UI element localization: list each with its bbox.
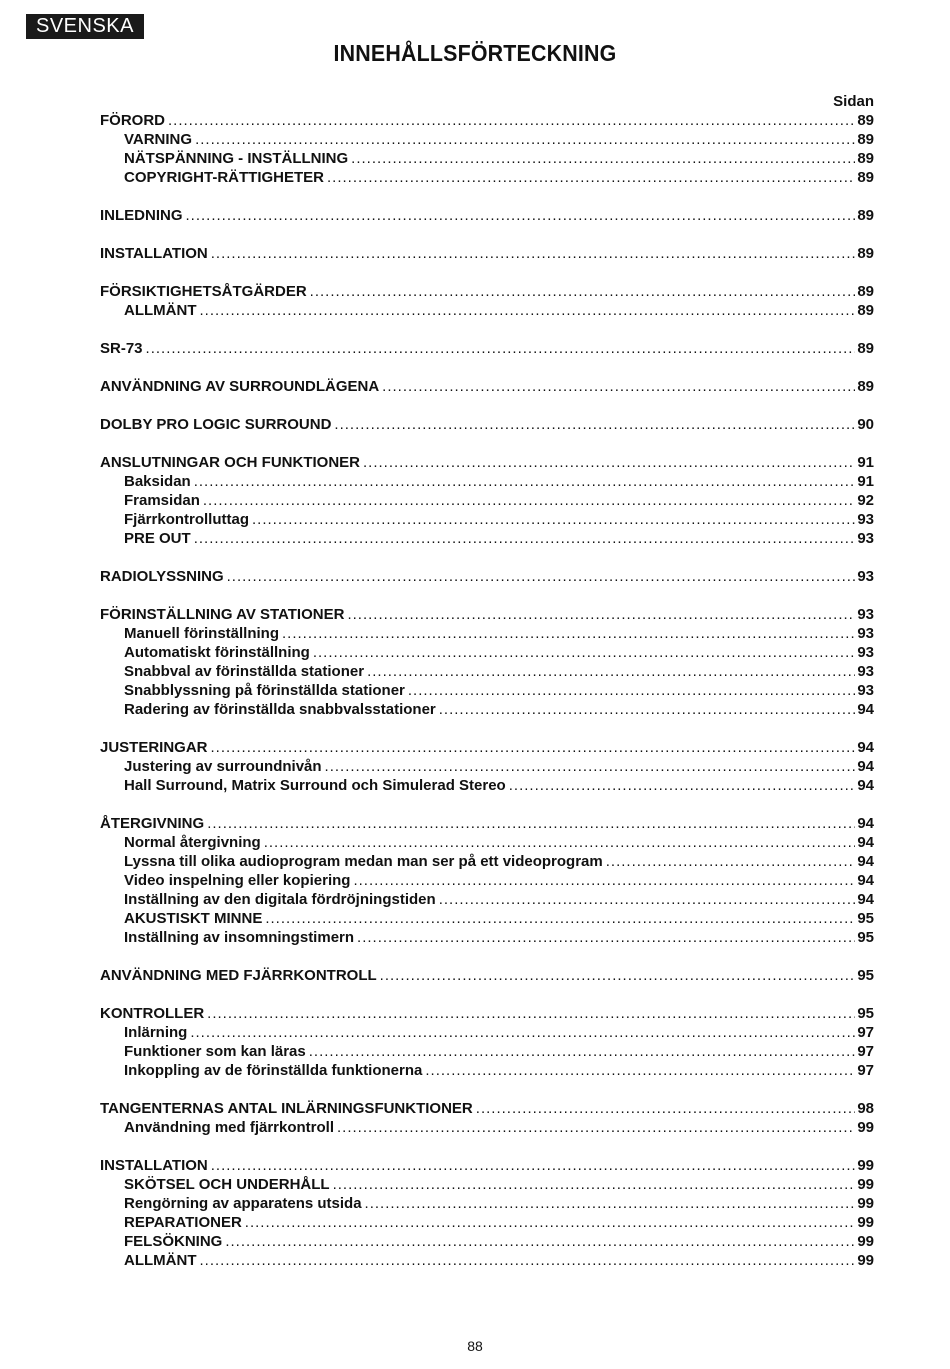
dot-leader (252, 510, 855, 529)
toc-subentry (100, 1023, 874, 1042)
toc-entry-title: Användning med fjärrkontroll (124, 1119, 335, 1136)
toc-body (100, 111, 874, 1270)
toc-entry-page: 95 (857, 967, 874, 984)
toc-entry-title: Inkoppling av de förinställda funktionerna (124, 1062, 423, 1079)
dot-leader (363, 453, 855, 472)
dot-leader (195, 130, 855, 149)
toc-entry-title: PRE OUT (124, 530, 191, 547)
toc-entry-title: Justering av surroundnivån (124, 758, 322, 775)
toc-subentry (100, 643, 874, 662)
toc-entry-page: 94 (857, 834, 874, 851)
toc-subentry (100, 168, 874, 187)
dot-leader (168, 111, 855, 130)
toc-subentry (100, 1118, 874, 1137)
dot-leader (365, 1194, 856, 1213)
toc-entry-title: Video inspelning eller kopiering (124, 872, 351, 889)
toc-subentry (100, 1061, 874, 1080)
toc-entry-title: Framsidan (124, 492, 200, 509)
dot-leader (211, 738, 856, 757)
toc-entry-title: Radering av förinställda snabbvalsstationer (124, 701, 436, 718)
toc-entry-title: Inställning av insomningstimern (124, 929, 355, 946)
toc-entry-title: FÖRORD (100, 112, 165, 129)
toc-entry-page: 99 (857, 1157, 874, 1174)
language-tab: SVENSKA (26, 14, 144, 39)
toc-subentry (100, 852, 874, 871)
toc-entry-title: TANGENTERNAS ANTAL INLÄRNINGSFUNKTIONER (100, 1100, 473, 1117)
toc-subentry (100, 510, 874, 529)
dot-leader (146, 339, 856, 358)
toc-section (100, 966, 874, 985)
toc-entry (100, 111, 874, 130)
dot-leader (380, 966, 856, 985)
toc-section (100, 738, 874, 795)
dot-leader (186, 206, 856, 225)
dot-leader (476, 1099, 856, 1118)
toc-entry-title: NÄTSPÄNNING - INSTÄLLNING (124, 150, 349, 167)
dot-leader (382, 377, 855, 396)
dot-leader (199, 301, 855, 320)
dot-leader (264, 833, 856, 852)
dot-leader (333, 1175, 856, 1194)
dot-leader (207, 814, 855, 833)
toc-section (100, 567, 874, 586)
toc-subentry (100, 529, 874, 548)
toc-entry-title: COPYRIGHT-RÄTTIGHETER (124, 169, 325, 186)
toc-entry-title: FÖRSIKTIGHETSÅTGÄRDER (100, 283, 307, 300)
dot-leader (325, 757, 856, 776)
dot-leader (439, 890, 856, 909)
toc-entry-title: Automatiskt förinställning (124, 644, 310, 661)
toc-entry (100, 738, 874, 757)
toc-entry-title: ANVÄNDNING AV SURROUNDLÄGENA (100, 378, 380, 395)
dot-leader (282, 624, 855, 643)
dot-leader (225, 1232, 855, 1251)
toc-entry-page: 93 (857, 644, 874, 661)
toc-entry-page: 99 (857, 1176, 874, 1193)
toc-entry-page: 93 (857, 625, 874, 642)
toc-entry-title: Funktioner som kan läras (124, 1043, 306, 1060)
toc-entry-page: 89 (857, 378, 874, 395)
toc-subentry (100, 1175, 874, 1194)
dot-leader (357, 928, 855, 947)
toc-subentry (100, 776, 874, 795)
dot-leader (439, 700, 856, 719)
dot-leader (313, 643, 855, 662)
page-number: 88 (467, 1338, 483, 1354)
toc-entry-title: VARNING (124, 131, 193, 148)
toc-subentry (100, 472, 874, 491)
toc-entry (100, 339, 874, 358)
toc-entry-title: SR-73 (100, 340, 143, 357)
toc-entry (100, 1004, 874, 1023)
dot-leader (606, 852, 856, 871)
toc-entry-title: KONTROLLER (100, 1005, 205, 1022)
toc-entry-title: ÅTERGIVNING (100, 815, 205, 832)
toc-entry (100, 1099, 874, 1118)
table-of-contents (100, 92, 874, 1289)
toc-entry-page: 99 (857, 1195, 874, 1212)
toc-subentry (100, 1232, 874, 1251)
dot-leader (509, 776, 856, 795)
toc-entry-title: Inställning av den digitala fördröjningstiden (124, 891, 436, 908)
toc-entry-page: 92 (857, 492, 874, 509)
toc-entry-page: 99 (857, 1119, 874, 1136)
dot-leader (194, 529, 856, 548)
toc-entry-title: ALLMÄNT (124, 1252, 197, 1269)
toc-entry-title: Hall Surround, Matrix Surround och Simulerad Stereo (124, 777, 506, 794)
toc-entry-title: INSTALLATION (100, 245, 208, 262)
toc-entry-title: Lyssna till olika audioprogram medan man ser på ett videoprogram (124, 853, 603, 870)
toc-entry-page: 89 (857, 302, 874, 319)
toc-entry-page: 94 (857, 739, 874, 756)
toc-entry (100, 206, 874, 225)
toc-entry-title: RADIOLYSSNING (100, 568, 224, 585)
toc-subentry (100, 301, 874, 320)
toc-entry-page: 93 (857, 530, 874, 547)
toc-entry (100, 567, 874, 586)
toc-entry-title: ALLMÄNT (124, 302, 197, 319)
toc-entry-title: FÖRINSTÄLLNING AV STATIONER (100, 606, 345, 623)
toc-entry-page: 89 (857, 112, 874, 129)
toc-subentry (100, 700, 874, 719)
toc-entry-page: 94 (857, 891, 874, 908)
toc-entry-page: 94 (857, 872, 874, 889)
toc-entry-title: Manuell förinställning (124, 625, 280, 642)
toc-entry-title: INLEDNING (100, 207, 183, 224)
page-column-heading: Sidan (833, 93, 874, 110)
toc-entry-title: JUSTERINGAR (100, 739, 208, 756)
toc-entry-title: Snabbval av förinställda stationer (124, 663, 365, 680)
toc-entry-page: 95 (857, 910, 874, 927)
toc-entry-title: AKUSTISKT MINNE (124, 910, 263, 927)
toc-entry-page: 99 (857, 1214, 874, 1231)
toc-section (100, 814, 874, 947)
dot-leader (310, 282, 856, 301)
dot-leader (425, 1061, 855, 1080)
toc-entry (100, 814, 874, 833)
toc-entry-page: 89 (857, 245, 874, 262)
toc-subentry (100, 491, 874, 510)
toc-subentry (100, 909, 874, 928)
dot-leader (334, 415, 855, 434)
toc-entry (100, 1156, 874, 1175)
toc-entry-title: FELSÖKNING (124, 1233, 223, 1250)
toc-entry (100, 453, 874, 472)
toc-entry-page: 94 (857, 853, 874, 870)
toc-entry-page: 89 (857, 207, 874, 224)
toc-entry-page: 93 (857, 606, 874, 623)
dot-leader (265, 909, 855, 928)
toc-subentry (100, 757, 874, 776)
toc-subentry (100, 1194, 874, 1213)
toc-entry-page: 93 (857, 682, 874, 699)
toc-entry-page: 93 (857, 511, 874, 528)
toc-subentry (100, 149, 874, 168)
toc-section (100, 377, 874, 396)
dot-leader (367, 662, 855, 681)
toc-section (100, 605, 874, 719)
dot-leader (190, 1023, 855, 1042)
toc-subentry (100, 833, 874, 852)
dot-leader (194, 472, 856, 491)
dot-leader (351, 149, 855, 168)
toc-subentry (100, 624, 874, 643)
toc-entry-title: Snabblyssning på förinställda stationer (124, 682, 405, 699)
dot-leader (211, 244, 856, 263)
toc-entry-page: 95 (857, 1005, 874, 1022)
toc-entry (100, 605, 874, 624)
toc-entry-page: 90 (857, 416, 874, 433)
dot-leader (199, 1251, 855, 1270)
page-title: INNEHÅLLSFÖRTECKNING (333, 40, 617, 66)
toc-entry-page: 89 (857, 340, 874, 357)
toc-entry-page: 93 (857, 568, 874, 585)
toc-entry-title: REPARATIONER (124, 1214, 242, 1231)
toc-section (100, 111, 874, 187)
toc-entry-page: 94 (857, 701, 874, 718)
toc-entry-page: 89 (857, 131, 874, 148)
toc-subentry (100, 890, 874, 909)
dot-leader (353, 871, 855, 890)
toc-section (100, 282, 874, 320)
dot-leader (227, 567, 856, 586)
toc-entry (100, 415, 874, 434)
toc-entry-page: 91 (857, 473, 874, 490)
toc-entry-page: 99 (857, 1233, 874, 1250)
toc-entry (100, 966, 874, 985)
toc-entry-page: 97 (857, 1043, 874, 1060)
toc-subentry (100, 871, 874, 890)
toc-entry-page: 89 (857, 150, 874, 167)
dot-leader (408, 681, 855, 700)
toc-entry-title: Rengörning av apparatens utsida (124, 1195, 362, 1212)
dot-leader (327, 168, 855, 187)
toc-entry-page: 94 (857, 815, 874, 832)
toc-entry-title: SKÖTSEL OCH UNDERHÅLL (124, 1176, 330, 1193)
toc-section (100, 206, 874, 225)
toc-entry-title: Normal återgivning (124, 834, 261, 851)
toc-subentry (100, 662, 874, 681)
toc-section (100, 453, 874, 548)
toc-entry-title: Baksidan (124, 473, 191, 490)
toc-entry-page: 91 (857, 454, 874, 471)
toc-entry-title: Fjärrkontrolluttag (124, 511, 250, 528)
toc-entry-page: 93 (857, 663, 874, 680)
toc-entry-page: 95 (857, 929, 874, 946)
toc-subentry (100, 1251, 874, 1270)
toc-entry-title: ANVÄNDNING MED FJÄRRKONTROLL (100, 967, 377, 984)
toc-subentry (100, 928, 874, 947)
toc-entry-title: ANSLUTNINGAR OCH FUNKTIONER (100, 454, 360, 471)
toc-subentry (100, 1213, 874, 1232)
toc-entry-title: INSTALLATION (100, 1157, 208, 1174)
toc-entry-page: 94 (857, 777, 874, 794)
toc-section (100, 244, 874, 263)
dot-leader (203, 491, 855, 510)
toc-entry (100, 244, 874, 263)
toc-entry-page: 98 (857, 1100, 874, 1117)
toc-section (100, 415, 874, 434)
toc-section (100, 1004, 874, 1080)
toc-entry-title: Inlärning (124, 1024, 188, 1041)
toc-entry-page: 97 (857, 1024, 874, 1041)
toc-subentry (100, 681, 874, 700)
toc-entry (100, 282, 874, 301)
dot-leader (347, 605, 855, 624)
dot-leader (309, 1042, 856, 1061)
toc-entry-page: 89 (857, 169, 874, 186)
toc-entry-page: 94 (857, 758, 874, 775)
dot-leader (245, 1213, 856, 1232)
toc-entry-title: DOLBY PRO LOGIC SURROUND (100, 416, 332, 433)
toc-section (100, 1156, 874, 1270)
toc-entry-page: 99 (857, 1252, 874, 1269)
toc-entry (100, 377, 874, 396)
toc-entry-page: 97 (857, 1062, 874, 1079)
toc-section (100, 339, 874, 358)
toc-section (100, 1099, 874, 1137)
toc-subentry (100, 130, 874, 149)
dot-leader (337, 1118, 855, 1137)
toc-subentry (100, 1042, 874, 1061)
dot-leader (211, 1156, 856, 1175)
dot-leader (207, 1004, 855, 1023)
toc-entry-page: 89 (857, 283, 874, 300)
